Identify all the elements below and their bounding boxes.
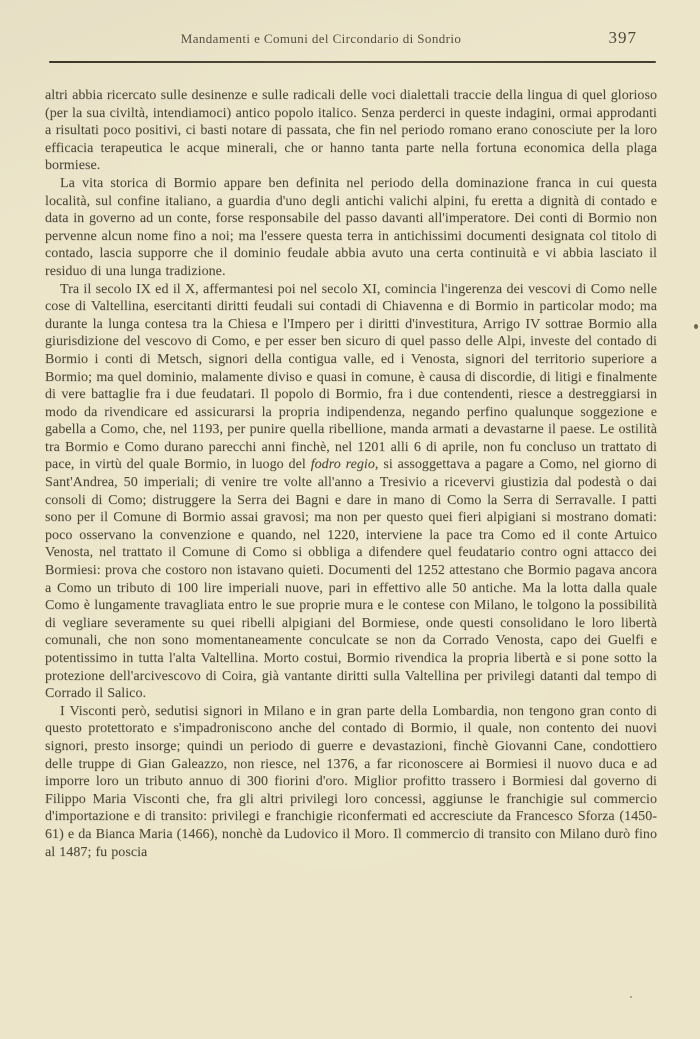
header-rule-divider (49, 61, 656, 63)
paragraph (45, 175, 657, 281)
scan-speck (630, 996, 632, 998)
text-run: La vita storica di Bormio appare ben definita nel periodo della dominazione franca in cui questa località, sul confine italiano, a guardia d'uno degli antichi valichi alpini, fu eretta a dignità di contado e data in governo ad un conte, forse responsabile del passo davanti all'imperatore. Dei conti di Bormio non pervenne alcun nome fino a noi; ma l'essere questa terra in antichissimi documenti designata col titolo di contado, lascia supporre che il dominio feudale abbia avuto una certa continuità e vi abbia lasciato il residuo di una lunga tradizione. (45, 175, 657, 279)
text-run: Tra il secolo IX ed il X, affermantesi poi nel secolo XI, comincia l'ingerenza dei vescovi di Como nelle cose di Valtellina, esercitanti diritti feudali sui contadi di Chiavenna e di Bormio in particolar modo; ma durante la lunga contesa tra la Chiesa e l'Impero per i diritti d'investitura, Arrigo IV sottrae Bormio alla giurisdizione del vescovo di Como, e per esser ben sicuro di quel passo delle Alpi, investe del contado di Bormio i conti di Metsch, signori della contigua valle, ed i Venosta, signori del territorio superiore a Bormio; ma quel dominio, malamente diviso e quasi in comune, è causa di discordie, di litigi e finalmente di vere battaglie fra i due feudatari. Il popolo di Bormio, fra i due contendenti, riesce a destreggiarsi in modo da rivendicare ed assicurarsi la propria indipendenza, negando perfino qualunque soggezione e gabella a Como, che, nel 1193, per punire quella ribellione, manda armati a devastarne il paese. Le ostilità tra Bormio e Como durano parecchi anni finchè, nel 1201 alli 6 di aprile, non fu concluso un trattato di pace, in virtù del quale Bormio, in luogo del (45, 281, 657, 473)
text-run: , si assoggettava a pagare a Como, nel giorno di Sant'Andrea, 50 imperiali; di venire tre volte all'anno a Tresivio a ricevervi giustizia dal podestà o dai consoli di Como; distruggere la Serra dei Bagni e dare in mano di Como la Serra di Serravalle. I patti sono per il Comune di Bormio assai gravosi; ma non per questo quei fieri alpigiani si mostrano domati: poco osservano la convenzione e quando, nel 1220, interviene la pace tra Como ed il conte Artuico Venosta, nel trattato il Comune di Como si obbliga a difendere quel feudatario contro ogni attacco dei Bormiesi: prova che costoro non istavano quieti. Documenti del 1252 attestano che Bormio pagava ancora a Como un tributo di 100 lire imperiali nuove, pari in effettivo alle 50 antiche. Ma la lotta dalla quale Como è lungamente travagliata entro le sue proprie mura e le contese con Milano, le tolgono la possibilità di vegliare severamente su quei ribelli alpigiani del Bormiese, onde questi consolidano le loro libertà comunali, che non sono momentaneamente conculcate se non da Corrado Venosta, capo dei Guelfi e potentissimo in tutta l'alta Valtellina. Morto costui, Bormio rivendica la propria libertà e si pone sotto la protezione dell'arcivescovo di Coira, già vantante diritti sulla Valtellina per privilegi datanti dal tempo di Corrado il Salico. (45, 457, 657, 702)
text-run: altri abbia ricercato sulle desinenze e sulle radicali delle voci dialettali traccie della lingua di quel glorioso (per la sua civiltà, intendiamoci) antico popolo italico. Senza perderci in queste indagini, ormai approdanti a risultati poco positivi, ci basti notare di passata, che fin nel periodo romano erano conosciute per la loro efficacia terapeutica le acque minerali, che or hanno tanta parte nella fortuna economica della plaga bormiese. (45, 88, 657, 174)
paragraph (45, 281, 657, 703)
running-header (45, 28, 657, 55)
paragraph (45, 703, 657, 861)
paragraph (45, 87, 657, 175)
text-run: I Visconti però, sedutisi signori in Milano e in gran parte della Lombardia, non tengono gran conto di questo protettorato e s'impadroniscono anche del contado di Bormio, il quale, non contento dei nuovi signori, presto insorge; quindi un periodo di guerre e devastazioni, finchè Giovanni Cane, condottiero delle truppe di Gian Galeazzo, non riesce, nel 1376, a far riconoscere ai Bormiesi il nuovo duca e ad imporre loro un tributo annuo di 300 fiorini d'oro. Miglior profitto trassero i Bormiesi dal governo di Filippo Maria Visconti che, fra gli altri privilegi loro concessi, aggiunse le franchigie sul commercio d'importazione e di transito: privilegi e franchigie riconfermati ed accresciute da Francesco Sforza (1450-61) e da Bianca Maria (1466), nonchè da Ludovico il Moro. Il commercio di transito con Milano durò fino al 1487; fu poscia (45, 703, 657, 860)
italic-run: fodro regio (310, 457, 375, 473)
text-block (45, 87, 657, 861)
running-title: Mandamenti e Comuni del Circondario di Sondrio (180, 31, 462, 46)
page-number: 397 (608, 28, 637, 47)
scan-speck (694, 324, 698, 329)
